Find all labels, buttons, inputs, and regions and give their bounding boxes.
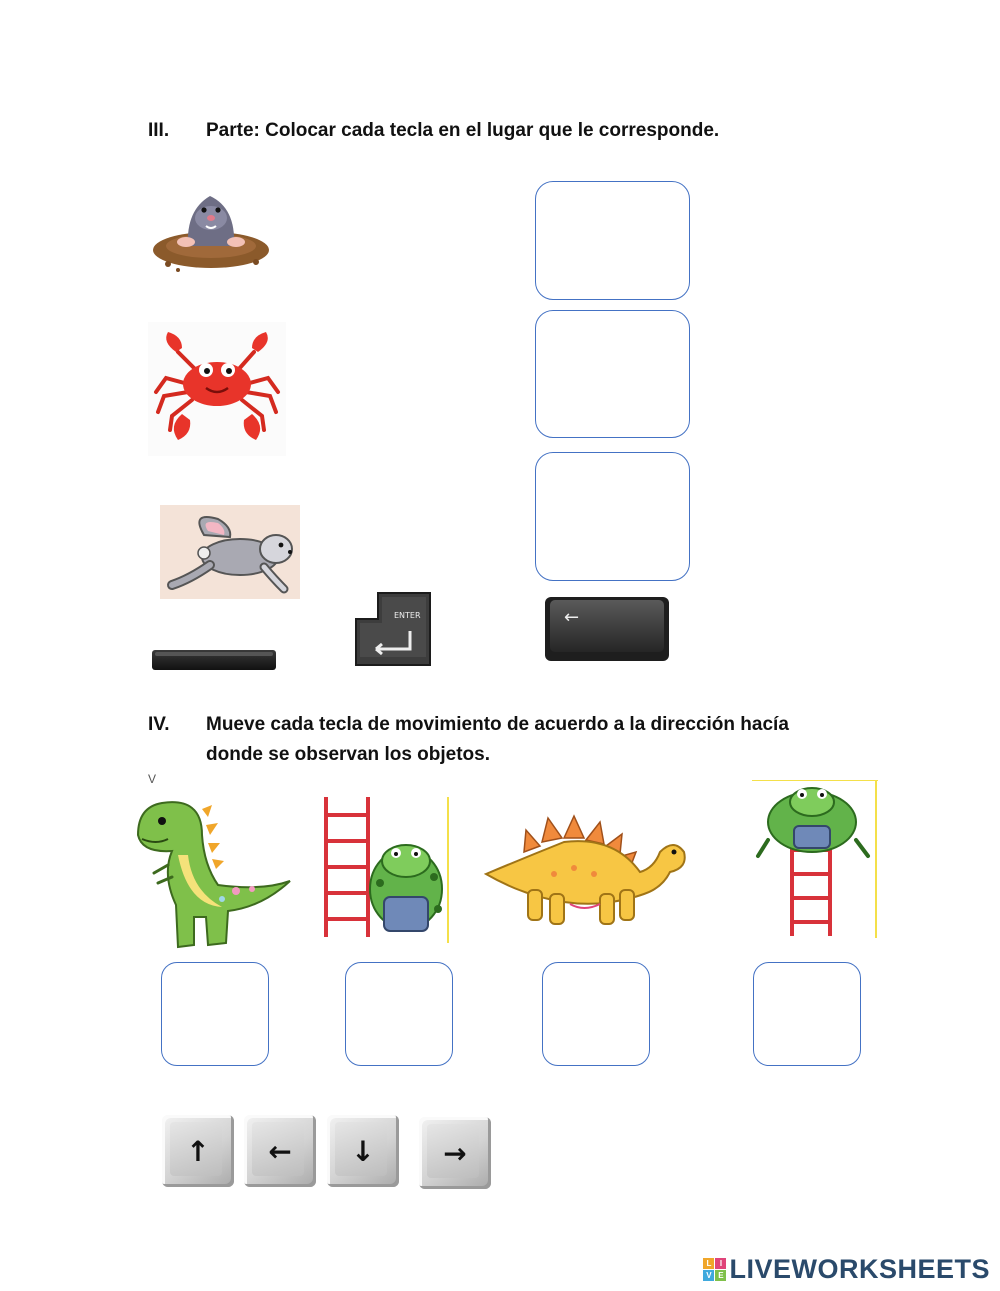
drop-box-crab[interactable]: [535, 310, 690, 438]
drop-box-mole[interactable]: [535, 181, 690, 300]
arrow-left-key[interactable]: [244, 1115, 316, 1187]
drop-box-rabbit[interactable]: [535, 452, 690, 581]
liveworksheets-logo: [703, 1254, 990, 1285]
section-instruction-line2: donde se observan los objetos.: [206, 744, 491, 765]
crab-image: [148, 322, 286, 456]
drop-box-frog-up[interactable]: [753, 962, 861, 1066]
arrow-left-icon: ←: [268, 1134, 292, 1168]
arrow-right-key[interactable]: [419, 1117, 491, 1189]
section-instruction: Parte: Colocar cada tecla en el lugar que le corresponde.: [206, 120, 720, 141]
section-number: IV.: [148, 714, 170, 735]
arrow-down-icon: ↓: [351, 1134, 375, 1168]
section-number: III.: [148, 120, 170, 141]
logo-text: LIVEWORKSHEETS: [729, 1254, 990, 1284]
mole-image: [148, 180, 274, 284]
arrow-down-key[interactable]: [327, 1115, 399, 1187]
drop-box-frog-down[interactable]: [345, 962, 453, 1066]
arrow-up-key[interactable]: [162, 1115, 234, 1187]
spacebar-key[interactable]: [151, 648, 277, 672]
stray-mark: V: [148, 772, 157, 786]
trex-image: [132, 795, 292, 951]
drop-box-trex[interactable]: [161, 962, 269, 1066]
section-instruction-line1: Mueve cada tecla de movimiento de acuerdo a la dirección hacía: [206, 714, 789, 735]
drop-box-stegosaurus[interactable]: [542, 962, 650, 1066]
frog-ladder-up-image: [752, 780, 878, 938]
arrow-up-icon: ↑: [186, 1134, 210, 1168]
rabbit-image: [160, 505, 300, 599]
backspace-key[interactable]: [544, 596, 670, 662]
stegosaurus-image: [484, 812, 688, 932]
logo-mark-icon: L I V E: [703, 1258, 726, 1281]
enter-key-label: ENTER: [394, 611, 421, 620]
frog-ladder-down-image: [322, 797, 450, 943]
arrow-right-icon: →: [443, 1136, 467, 1170]
enter-key[interactable]: [354, 591, 432, 667]
backspace-arrow-icon: ←: [564, 607, 580, 628]
